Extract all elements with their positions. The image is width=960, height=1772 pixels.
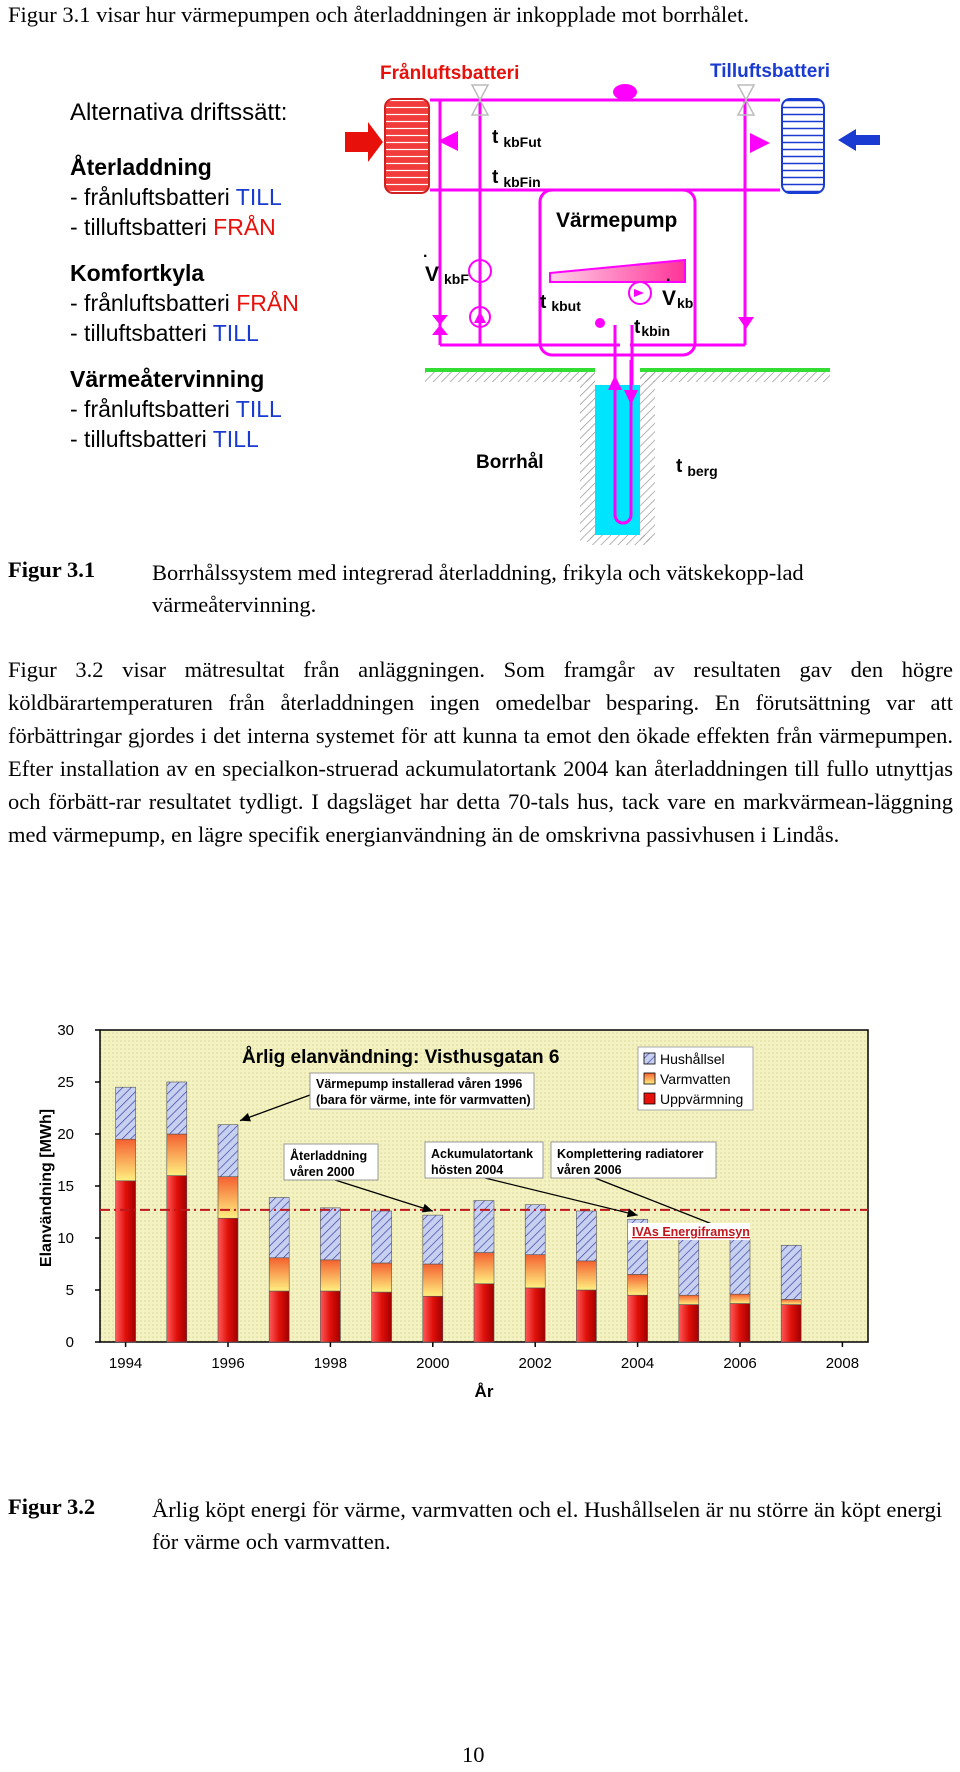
mode-title: Återladdning xyxy=(70,154,212,180)
valve-icon xyxy=(738,85,754,100)
chart-title: Årlig elanvändning: Visthusgatan 6 xyxy=(242,1047,560,1068)
bar-varmvatten-1996 xyxy=(218,1177,238,1219)
bar-varmvatten-1995 xyxy=(167,1134,187,1176)
annotation-2000 xyxy=(284,1144,378,1180)
x-tick-label: 1996 xyxy=(211,1355,245,1372)
bar-hushållsel-2006 xyxy=(730,1239,750,1294)
y-tick-label: 30 xyxy=(57,1022,74,1039)
mode-line-prefix: - tilluftsbatteri xyxy=(70,214,214,240)
legend-swatch-hushallsel xyxy=(644,1053,655,1064)
legend-label: Varmvatten xyxy=(660,1071,731,1087)
y-axis-label: Elanvändning [MWh] xyxy=(38,1108,55,1268)
borehole xyxy=(595,385,640,535)
fig31-caption: Borrhålssystem med integrerad återladdning, frikyla och vätskekopp-lad värmeåtervinning. xyxy=(152,560,804,617)
bar-hushållsel-2002 xyxy=(525,1205,545,1255)
mode-line xyxy=(70,318,430,348)
bar-varmvatten-2000 xyxy=(423,1264,443,1296)
bar-varmvatten-2001 xyxy=(474,1253,494,1284)
bar-hushållsel-1995 xyxy=(167,1082,187,1134)
bar-varmvatten-1997 xyxy=(269,1258,289,1291)
x-tick-label: 1994 xyxy=(108,1355,143,1372)
mode-title: Komfortkyla xyxy=(70,260,205,286)
bar-varmvatten-2002 xyxy=(525,1255,545,1288)
outlet-arrow-icon xyxy=(750,133,770,153)
y-tick-label: 15 xyxy=(57,1178,74,1195)
annotation-text: våren 2006 xyxy=(557,1163,622,1177)
annotation-text: (bara för värme, inte för varmvatten) xyxy=(316,1093,531,1107)
y-tick-label: 0 xyxy=(65,1334,74,1351)
bar-uppvärmning-2007 xyxy=(781,1305,801,1342)
bar-uppvärmning-2000 xyxy=(423,1296,443,1342)
annotation-1996 xyxy=(310,1073,534,1109)
annotation-2004 xyxy=(425,1142,543,1178)
pipe-loop xyxy=(430,100,780,405)
svg-text:·: · xyxy=(666,272,672,289)
bar-hushållsel-2007 xyxy=(781,1245,801,1299)
annotation-text: Värmepump installerad våren 1996 xyxy=(316,1077,523,1091)
varmepump-label: Värmepump xyxy=(556,209,678,232)
page-number: 10 xyxy=(462,1742,485,1767)
bar-varmvatten-1998 xyxy=(320,1260,340,1291)
body-paragraph: Figur 3.2 visar mätresultat från anläggningen. Som framgår av resultaten gav den högre köldbärartemperaturen från återladdningen ingen omedelbar besparing. En förutsättning var att förbättringar gjordes i det interna systemet för att kunna ta emot den ökade effekten från värmepumpen. Efter installation av en specialkon-struerad ackumulatortank 2004 kan återladdningen till fullo utnyttjas och förbätt-rar resultatet tydligt. I dagsläget har detta 70-tals hus, tack vare en markvärmean-läggning med värmepump, en lägre specifik energianvändning än de omskrivna passivhusen i Lindås. xyxy=(8,657,953,847)
y-tick-label: 20 xyxy=(57,1126,74,1143)
t-kbfut-label: t $_{kbFut}$ xyxy=(492,127,542,150)
bar-uppvärmning-2004 xyxy=(628,1295,648,1342)
x-tick-label: 2000 xyxy=(416,1355,450,1372)
bar-hushållsel-1998 xyxy=(320,1208,340,1260)
mode-line-prefix: - frånluftsbatteri xyxy=(70,396,236,422)
vkb-label: Vkb xyxy=(662,287,694,311)
t-berg-label: t $_{berg}$ xyxy=(676,456,718,479)
annotation-text: våren 2000 xyxy=(290,1165,355,1179)
modes-heading: Alternativa driftssätt: xyxy=(70,99,288,126)
intro-line: Figur 3.1 visar hur värmepumpen och återladdningen är inkopplade mot borrhålet. xyxy=(8,2,750,27)
x-tick-label: 1998 xyxy=(313,1355,348,1372)
mode-title: Värmeåtervinning xyxy=(70,366,265,392)
tilluft-label: Tilluftsbatteri xyxy=(710,61,830,82)
mode-state: FRÅN xyxy=(213,214,276,240)
expansion-vessel-icon xyxy=(613,84,637,100)
annotation-text: Komplettering radiatorer xyxy=(557,1147,704,1161)
bar-uppvärmning-1998 xyxy=(320,1291,340,1342)
mode-aterladdning xyxy=(70,152,430,242)
tilluft-battery xyxy=(782,99,824,193)
operating-modes xyxy=(70,98,430,454)
svg-text:·: · xyxy=(423,248,429,265)
annotation-text: Återladdning xyxy=(290,1149,368,1163)
mode-line-prefix: - tilluftsbatteri xyxy=(70,320,213,346)
bar-uppvärmning-1996 xyxy=(218,1218,238,1342)
y-tick-label: 10 xyxy=(57,1230,74,1247)
mode-varmeatervinning xyxy=(70,364,430,454)
fig31-label: Figur 3.1 xyxy=(8,557,96,582)
bar-uppvärmning-2003 xyxy=(576,1290,596,1342)
legend-label: Hushållsel xyxy=(660,1051,725,1067)
reference-line-text: IVAs Energiframsyn xyxy=(632,1225,750,1239)
bar-varmvatten-1999 xyxy=(372,1263,392,1292)
bar-varmvatten-2005 xyxy=(679,1295,699,1304)
mode-state: FRÅN xyxy=(236,290,299,316)
mode-state: TILL xyxy=(235,184,282,210)
bar-varmvatten-2006 xyxy=(730,1294,750,1303)
bar-uppvärmning-1997 xyxy=(269,1291,289,1342)
bar-hushållsel-2003 xyxy=(576,1211,596,1261)
mode-line xyxy=(70,288,430,318)
annotation-2006 xyxy=(551,1142,716,1178)
mode-komfortkyla xyxy=(70,258,430,348)
bar-hushållsel-2005 xyxy=(679,1233,699,1295)
t-kbut-label: t kbut xyxy=(540,292,581,314)
energy-chart xyxy=(20,1020,960,1475)
chart-legend xyxy=(638,1047,753,1110)
mode-line-prefix: - frånluftsbatteri xyxy=(70,184,236,210)
y-tick-label: 25 xyxy=(57,1074,74,1091)
mode-line xyxy=(70,182,430,212)
bar-hushållsel-1996 xyxy=(218,1125,238,1177)
mode-state: TILL xyxy=(212,426,259,452)
mode-line xyxy=(70,424,430,454)
heat-pump-compressor xyxy=(550,260,685,282)
bar-uppvärmning-2002 xyxy=(525,1288,545,1342)
valve-icon xyxy=(472,85,488,100)
ground-line xyxy=(425,368,595,372)
franluft-label: Frånluftsbatteri xyxy=(380,63,520,84)
mode-line-prefix: - frånluftsbatteri xyxy=(70,290,237,316)
bar-varmvatten-2007 xyxy=(781,1299,801,1304)
bar-uppvärmning-2005 xyxy=(679,1305,699,1342)
bar-uppvärmning-1994 xyxy=(116,1181,136,1342)
x-tick-label: 2006 xyxy=(723,1355,757,1372)
fig32-caption: Årlig köpt energi för värme, varmvatten och el. Hushållselen är nu större än köpt energi för värme och varmvatten. xyxy=(152,1497,943,1554)
x-axis-label: År xyxy=(474,1382,494,1401)
y-tick-label: 5 xyxy=(65,1282,74,1299)
bar-uppvärmning-1999 xyxy=(372,1292,392,1342)
borrhal-label: Borrhål xyxy=(476,452,544,473)
valve-icon xyxy=(738,317,754,329)
annotation-text: Ackumulatortank xyxy=(431,1147,534,1161)
legend-swatch-varmvatten xyxy=(644,1073,655,1084)
bar-hushållsel-1999 xyxy=(372,1211,392,1263)
bar-hushållsel-2000 xyxy=(423,1215,443,1264)
bar-uppvärmning-1995 xyxy=(167,1176,187,1342)
x-tick-label: 2002 xyxy=(518,1355,552,1372)
legend-label: Uppvärmning xyxy=(660,1091,744,1107)
bar-varmvatten-2004 xyxy=(628,1274,648,1295)
mode-state: TILL xyxy=(212,320,259,346)
t-kbin-label: tkbin xyxy=(634,317,671,339)
bar-varmvatten-2003 xyxy=(576,1261,596,1290)
x-tick-label: 2004 xyxy=(620,1355,655,1372)
mode-line xyxy=(70,394,430,424)
franluft-battery xyxy=(385,99,429,193)
mode-line-prefix: - tilluftsbatteri xyxy=(70,426,213,452)
vkbf-label: VkbF xyxy=(425,263,469,287)
mode-state: TILL xyxy=(235,396,282,422)
bar-uppvärmning-2006 xyxy=(730,1304,750,1342)
reference-line-label xyxy=(628,1223,750,1240)
bar-hushållsel-1994 xyxy=(116,1087,136,1139)
annotation-text: hösten 2004 xyxy=(431,1163,504,1177)
borehole-system-diagram xyxy=(380,55,960,615)
fig32-label: Figur 3.2 xyxy=(8,1494,96,1519)
t-kbfin-label: t $_{kbFin}$ xyxy=(492,167,541,190)
mode-line xyxy=(70,212,430,242)
bar-varmvatten-1994 xyxy=(116,1139,136,1181)
bar-hushållsel-1997 xyxy=(269,1197,289,1257)
x-tick-label: 2008 xyxy=(825,1355,860,1372)
legend-swatch-uppvarmning xyxy=(644,1093,655,1104)
supply-air-arrow-icon xyxy=(838,129,880,151)
bar-uppvärmning-2001 xyxy=(474,1284,494,1342)
bar-hushållsel-2001 xyxy=(474,1201,494,1253)
